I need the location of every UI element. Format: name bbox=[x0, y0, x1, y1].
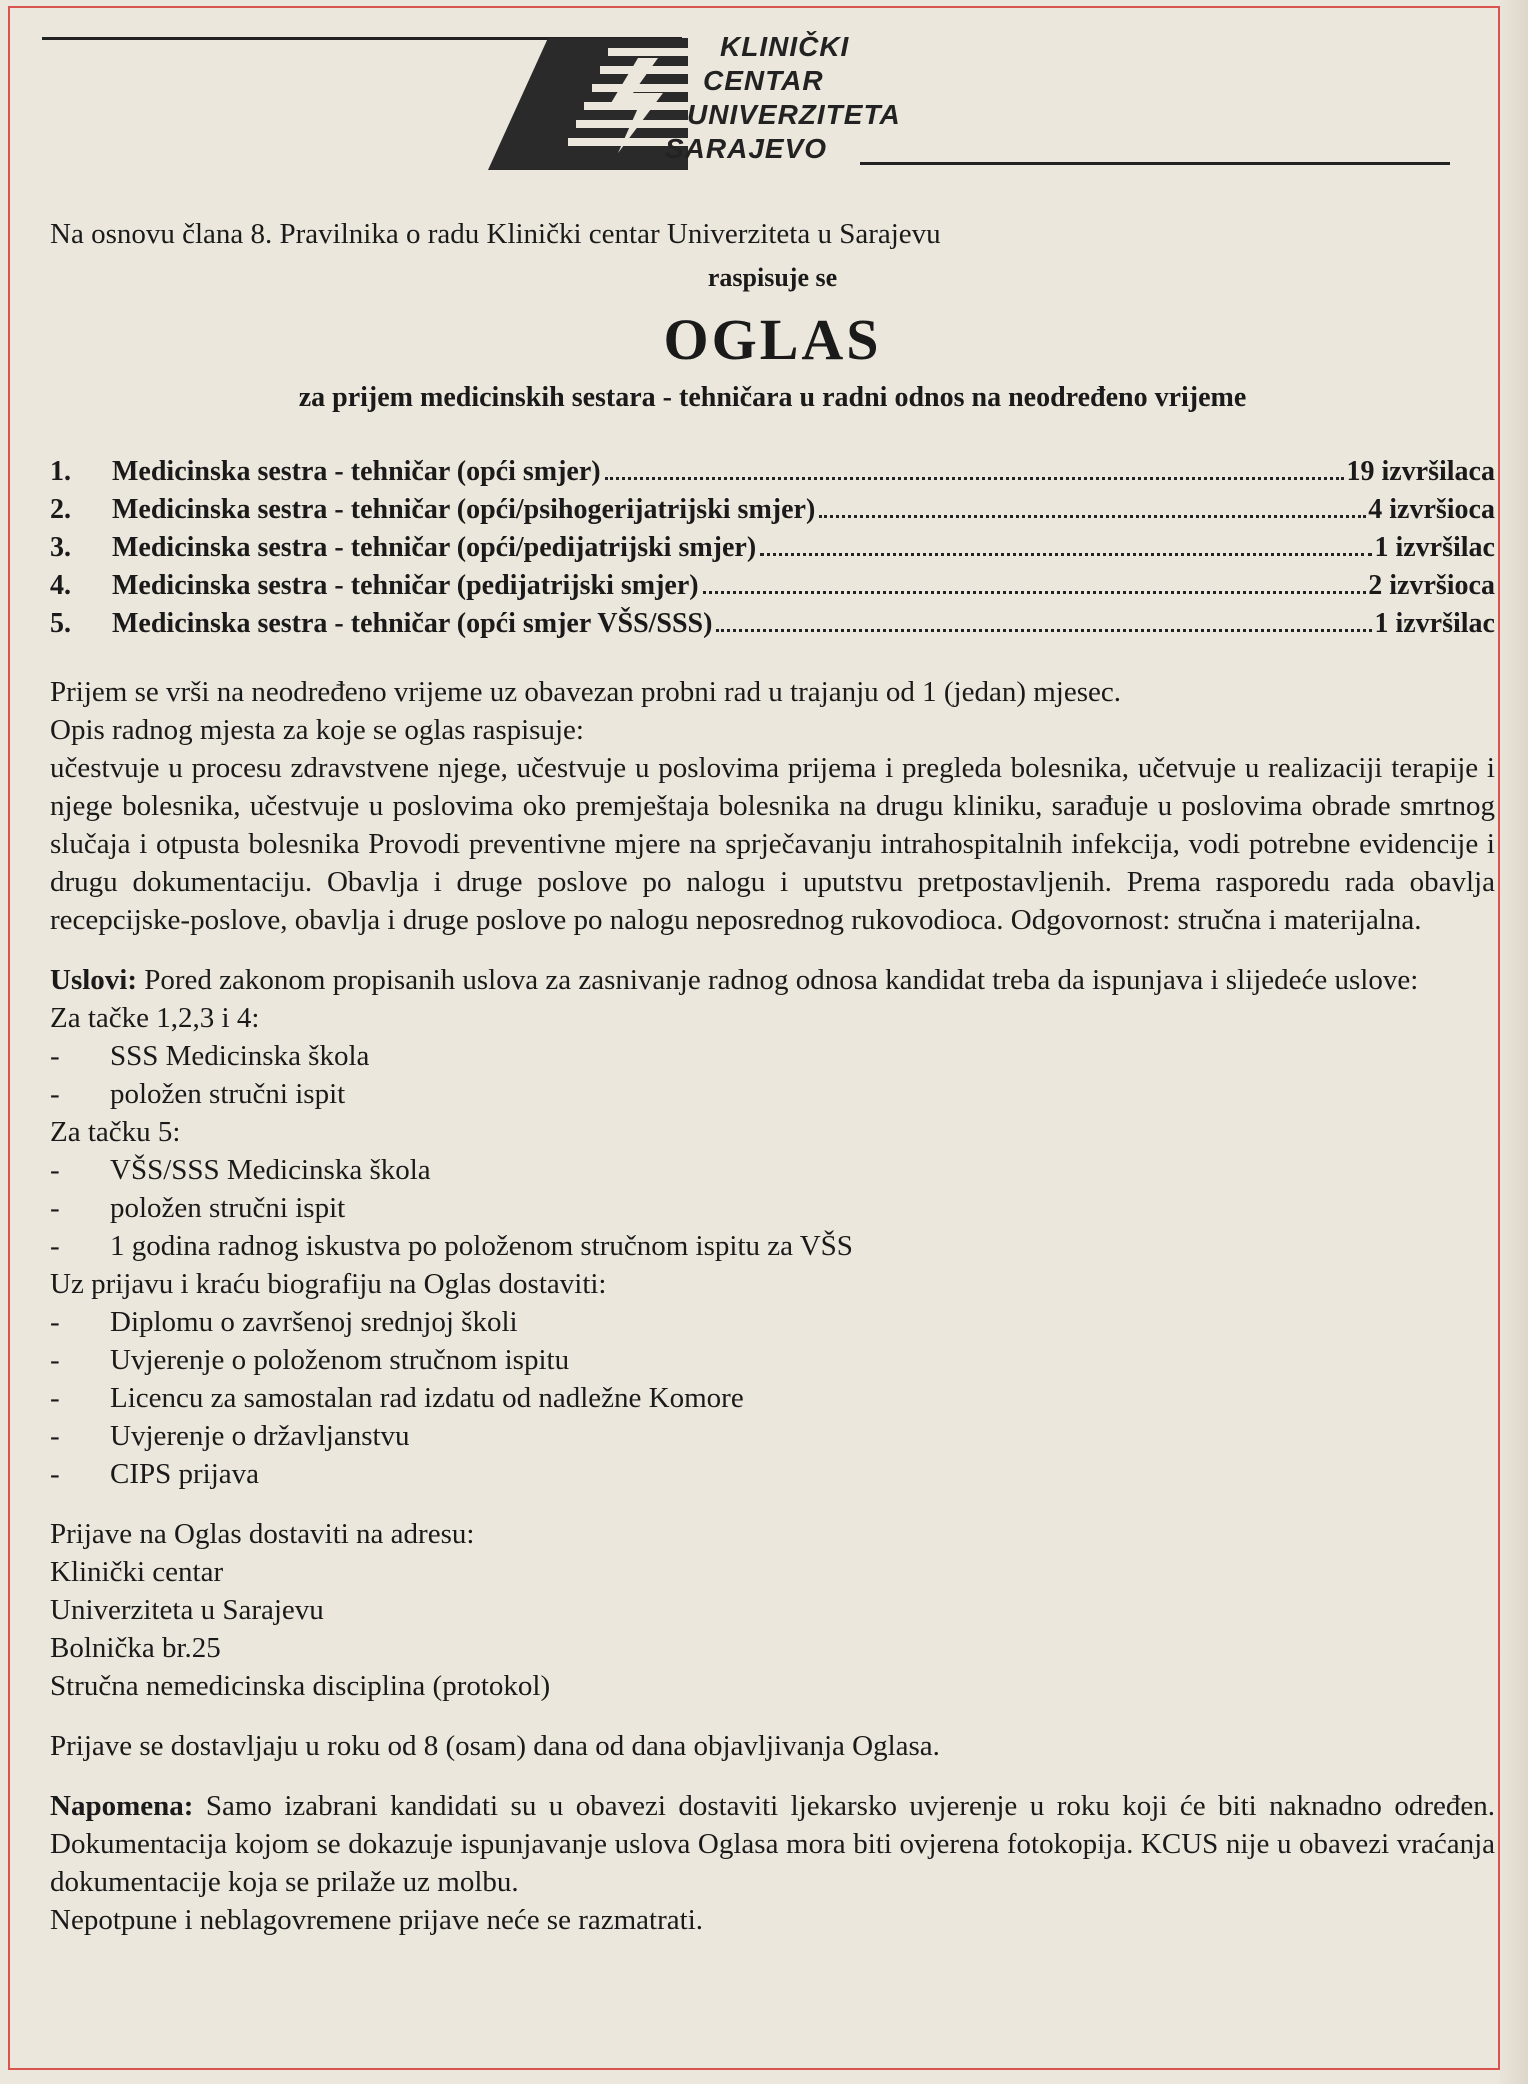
uslovi-section bbox=[50, 961, 1495, 999]
list-item: - VŠS/SSS Medicinska škola bbox=[50, 1151, 1495, 1189]
uslovi-label: Uslovi: bbox=[50, 964, 137, 996]
list-item-text: SSS Medicinska škola bbox=[110, 1040, 370, 1072]
list-item: - 1 godina radnog iskustva po položenom stručnom ispitu za VŠS bbox=[50, 1227, 1495, 1265]
raspisuje-text: raspisuje se bbox=[707, 263, 838, 292]
list-item-text: Licencu za samostalan rad izdatu od nadležne Komore bbox=[110, 1382, 744, 1414]
address-heading: Prijave na Oglas dostaviti na adresu: bbox=[50, 1518, 475, 1550]
dot-leader bbox=[819, 515, 1366, 518]
list-item: - Uvjerenje o državljanstvu bbox=[50, 1417, 1495, 1455]
list-item: - Licencu za samostalan rad izdatu od nadležne Komore bbox=[50, 1379, 1495, 1417]
list-item-text: položen stručni ispit bbox=[110, 1078, 346, 1110]
list-item: - položen stručni ispit bbox=[50, 1075, 1495, 1113]
page-title: OGLAS bbox=[663, 307, 882, 372]
position-item bbox=[50, 491, 1495, 529]
position-name: Medicinska sestra - tehničar (opći/psihogerijatrijski smjer) bbox=[112, 494, 816, 525]
position-item bbox=[50, 529, 1495, 567]
list-item: - SSS Medicinska škola bbox=[50, 1037, 1495, 1075]
rok-text: Prijave se dostavljaju u roku od 8 (osam) dana od dana objavljivanja Oglasa. bbox=[50, 1730, 940, 1762]
opis-heading: Opis radnog mjesta za koje se oglas raspisuje: bbox=[50, 714, 584, 746]
list-item: - položen stručni ispit bbox=[50, 1189, 1495, 1227]
position-number: 4. bbox=[50, 570, 71, 601]
list-item-text: Uvjerenje o položenom stručnom ispitu bbox=[110, 1344, 570, 1376]
list-item-text: 1 godina radnog iskustva po položenom stručnom ispitu za VŠS bbox=[110, 1230, 853, 1262]
logo-line: KLINIČKI bbox=[720, 31, 850, 62]
address-line: Klinički centar bbox=[50, 1556, 224, 1588]
address-line: Bolnička br.25 bbox=[50, 1632, 221, 1664]
docs-heading: Uz prijavu i kraću biografiju na Oglas dostaviti: bbox=[50, 1268, 607, 1300]
position-item bbox=[50, 567, 1495, 605]
intro-text: Na osnovu člana 8. Pravilnika o radu Klinički centar Univerziteta u Sarajevu bbox=[50, 218, 941, 250]
list-item-text: Diplomu o završenoj srednjoj školi bbox=[110, 1306, 518, 1338]
list-item-text: VŠS/SSS Medicinska škola bbox=[110, 1154, 431, 1186]
kcus-logo-icon bbox=[488, 38, 688, 170]
dot-leader bbox=[605, 477, 1345, 480]
napomena-label: Napomena: bbox=[50, 1790, 194, 1822]
position-count: 19 izvršilaca bbox=[1346, 456, 1495, 487]
napomena-text: Samo izabrani kandidati su u obavezi dostaviti ljekarsko uvjerenje u roku koji će biti naknadno određen. Dokumentacija kojom se dokazuje ispunjavanje uslova Oglasa mora biti ovjerena fotokopija. KCUS nije u obavezi vraćanja dokumentacije koja se prilaže uz molbu. bbox=[50, 1790, 1496, 1898]
opis-text: učestvuje u procesu zdravstvene njege, učestvuje u poslovima prijema i pregleda bolesnika, učetvuje u realizaciji terapije i njege bolesnika, učestvuje u poslovima oko premještaja bolesnika na drugu kliniku, sarađuje u poslovima obrade smrtnog slučaja i otpusta bolesnika Provodi preventivne mjere na sprječavanju intrahospitalnih infekcija, vodi potrebne evidencije i drugu dokumentaciju. Obavlja i druge poslove po nalogu i uputstvu pretpostavljenih. Prema rasporedu rada obavlja recepcijske-poslove, obavlja i druge poslove po nalogu neposrednog rukovodioca. Odgovornost: stručna i materijalna. bbox=[50, 752, 1495, 936]
position-name: Medicinska sestra - tehničar (opći smjer) bbox=[112, 456, 601, 487]
list-item-text: Uvjerenje o državljanstvu bbox=[110, 1420, 410, 1452]
dot-leader bbox=[716, 629, 1372, 632]
position-count: 4 izvršioca bbox=[1368, 494, 1495, 525]
position-item bbox=[50, 605, 1495, 643]
position-number: 5. bbox=[50, 608, 71, 639]
logo-line: CENTAR bbox=[703, 65, 824, 96]
logo-line: UNIVERZITETA bbox=[687, 99, 901, 130]
dot-leader bbox=[703, 591, 1367, 594]
address-line: Univerziteta u Sarajevu bbox=[50, 1594, 324, 1626]
logo-rule-bottom bbox=[860, 162, 1450, 165]
page-edge bbox=[1500, 0, 1528, 2084]
positions-list bbox=[50, 453, 1495, 643]
list-item: - CIPS prijava bbox=[50, 1455, 1495, 1493]
logo-text bbox=[665, 30, 901, 166]
position-count: 1 izvršilac bbox=[1374, 608, 1495, 639]
uslovi-text: Pored zakonom propisanih uslova za zasnivanje radnog odnosa kandidat treba da ispunjava i slijedeće uslove: bbox=[144, 964, 1419, 996]
logo-line: SARAJEVO bbox=[665, 133, 828, 164]
position-number: 1. bbox=[50, 456, 71, 487]
position-item bbox=[50, 453, 1495, 491]
dot-leader bbox=[760, 553, 1372, 556]
list-item-text: CIPS prijava bbox=[110, 1458, 260, 1490]
position-count: 2 izvršioca bbox=[1368, 570, 1495, 601]
position-number: 2. bbox=[50, 494, 71, 525]
position-name: Medicinska sestra - tehničar (opći smjer VŠS/SSS) bbox=[112, 608, 713, 639]
position-count: 1 izvršilac bbox=[1374, 532, 1495, 563]
list-item: - Diplomu o završenoj srednjoj školi bbox=[50, 1303, 1495, 1341]
napomena-section bbox=[50, 1787, 1495, 1901]
ad-body bbox=[50, 215, 1495, 1939]
list-item: - Uvjerenje o položenom stručnom ispitu bbox=[50, 1341, 1495, 1379]
prijem-text: Prijem se vrši na neodređeno vrijeme uz obavezan probni rad u trajanju od 1 (jedan) mjesec. bbox=[50, 676, 1122, 708]
group1-heading: Za tačke 1,2,3 i 4: bbox=[50, 1002, 260, 1034]
napomena-last: Nepotpune i neblagovremene prijave neće se razmatrati. bbox=[50, 1904, 703, 1936]
position-number: 3. bbox=[50, 532, 71, 563]
address-line: Stručna nemedicinska disciplina (protokol) bbox=[50, 1670, 551, 1702]
group2-heading: Za tačku 5: bbox=[50, 1116, 181, 1148]
position-name: Medicinska sestra - tehničar (pedijatrijski smjer) bbox=[112, 570, 699, 601]
list-item-text: položen stručni ispit bbox=[110, 1192, 346, 1224]
page-subtitle: za prijem medicinskih sestara - tehničara u radni odnos na neodređeno vrijeme bbox=[298, 382, 1247, 413]
position-name: Medicinska sestra - tehničar (opći/pedijatrijski smjer) bbox=[112, 532, 757, 563]
